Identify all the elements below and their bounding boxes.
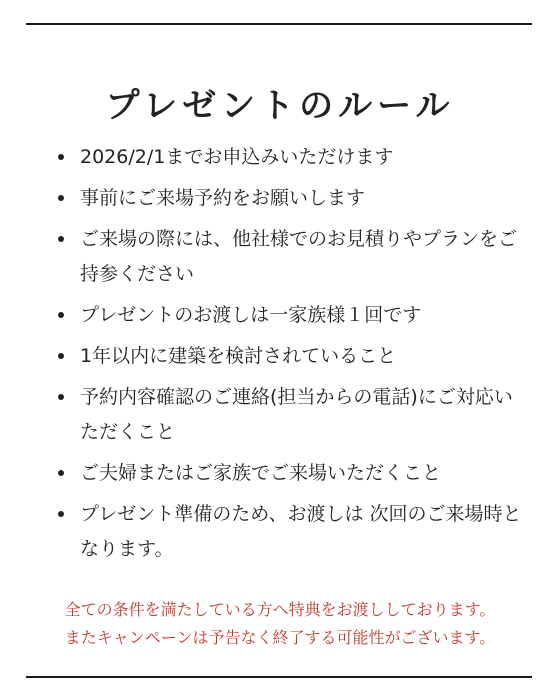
rule-text: プレゼントのお渡しは一家族様１回です <box>80 304 422 326</box>
rule-text: 予約内容確認のご連絡(担当からの電話)にご対応いただくこと <box>80 386 513 443</box>
rules-list <box>58 140 528 573</box>
notice-line-2: またキャンペーンは予告なく終了する可能性がございます。 <box>64 628 496 647</box>
bullet-icon <box>58 195 64 201</box>
rule-item <box>58 380 528 450</box>
rule-item <box>58 222 528 292</box>
notice-line-1: 全ての条件を満たしている方へ特典をお渡ししております。 <box>64 600 496 619</box>
bullet-icon <box>58 353 64 359</box>
bullet-icon <box>58 470 64 476</box>
bottom-divider <box>26 676 532 678</box>
rule-item <box>58 181 528 216</box>
rule-text: ご夫婦またはご家族でご来場いただくこと <box>80 462 442 484</box>
top-divider <box>26 23 532 25</box>
page-title: プレゼントのルール <box>105 85 455 126</box>
rule-item <box>58 456 528 491</box>
rule-text: プレゼント準備のため、お渡しは 次回のご来場時となります。 <box>80 503 522 560</box>
rule-item <box>58 298 528 333</box>
bullet-icon <box>58 394 64 400</box>
bullet-icon <box>58 312 64 318</box>
rule-text: 1年以内に建築を検討されていること <box>80 345 397 367</box>
bullet-icon <box>58 236 64 242</box>
bullet-icon <box>58 154 64 160</box>
rule-item <box>58 339 528 374</box>
bullet-icon <box>58 511 64 517</box>
rule-item <box>58 497 528 567</box>
notice-block <box>0 596 560 652</box>
rule-text: 事前にご来場予約をお願いします <box>80 187 366 209</box>
rule-item <box>58 140 528 175</box>
rule-text: ご来場の際には、他社様でのお見積りやプランをご持参ください <box>80 228 518 285</box>
rule-text: 2026/2/1までお申込みいただけます <box>80 146 394 168</box>
